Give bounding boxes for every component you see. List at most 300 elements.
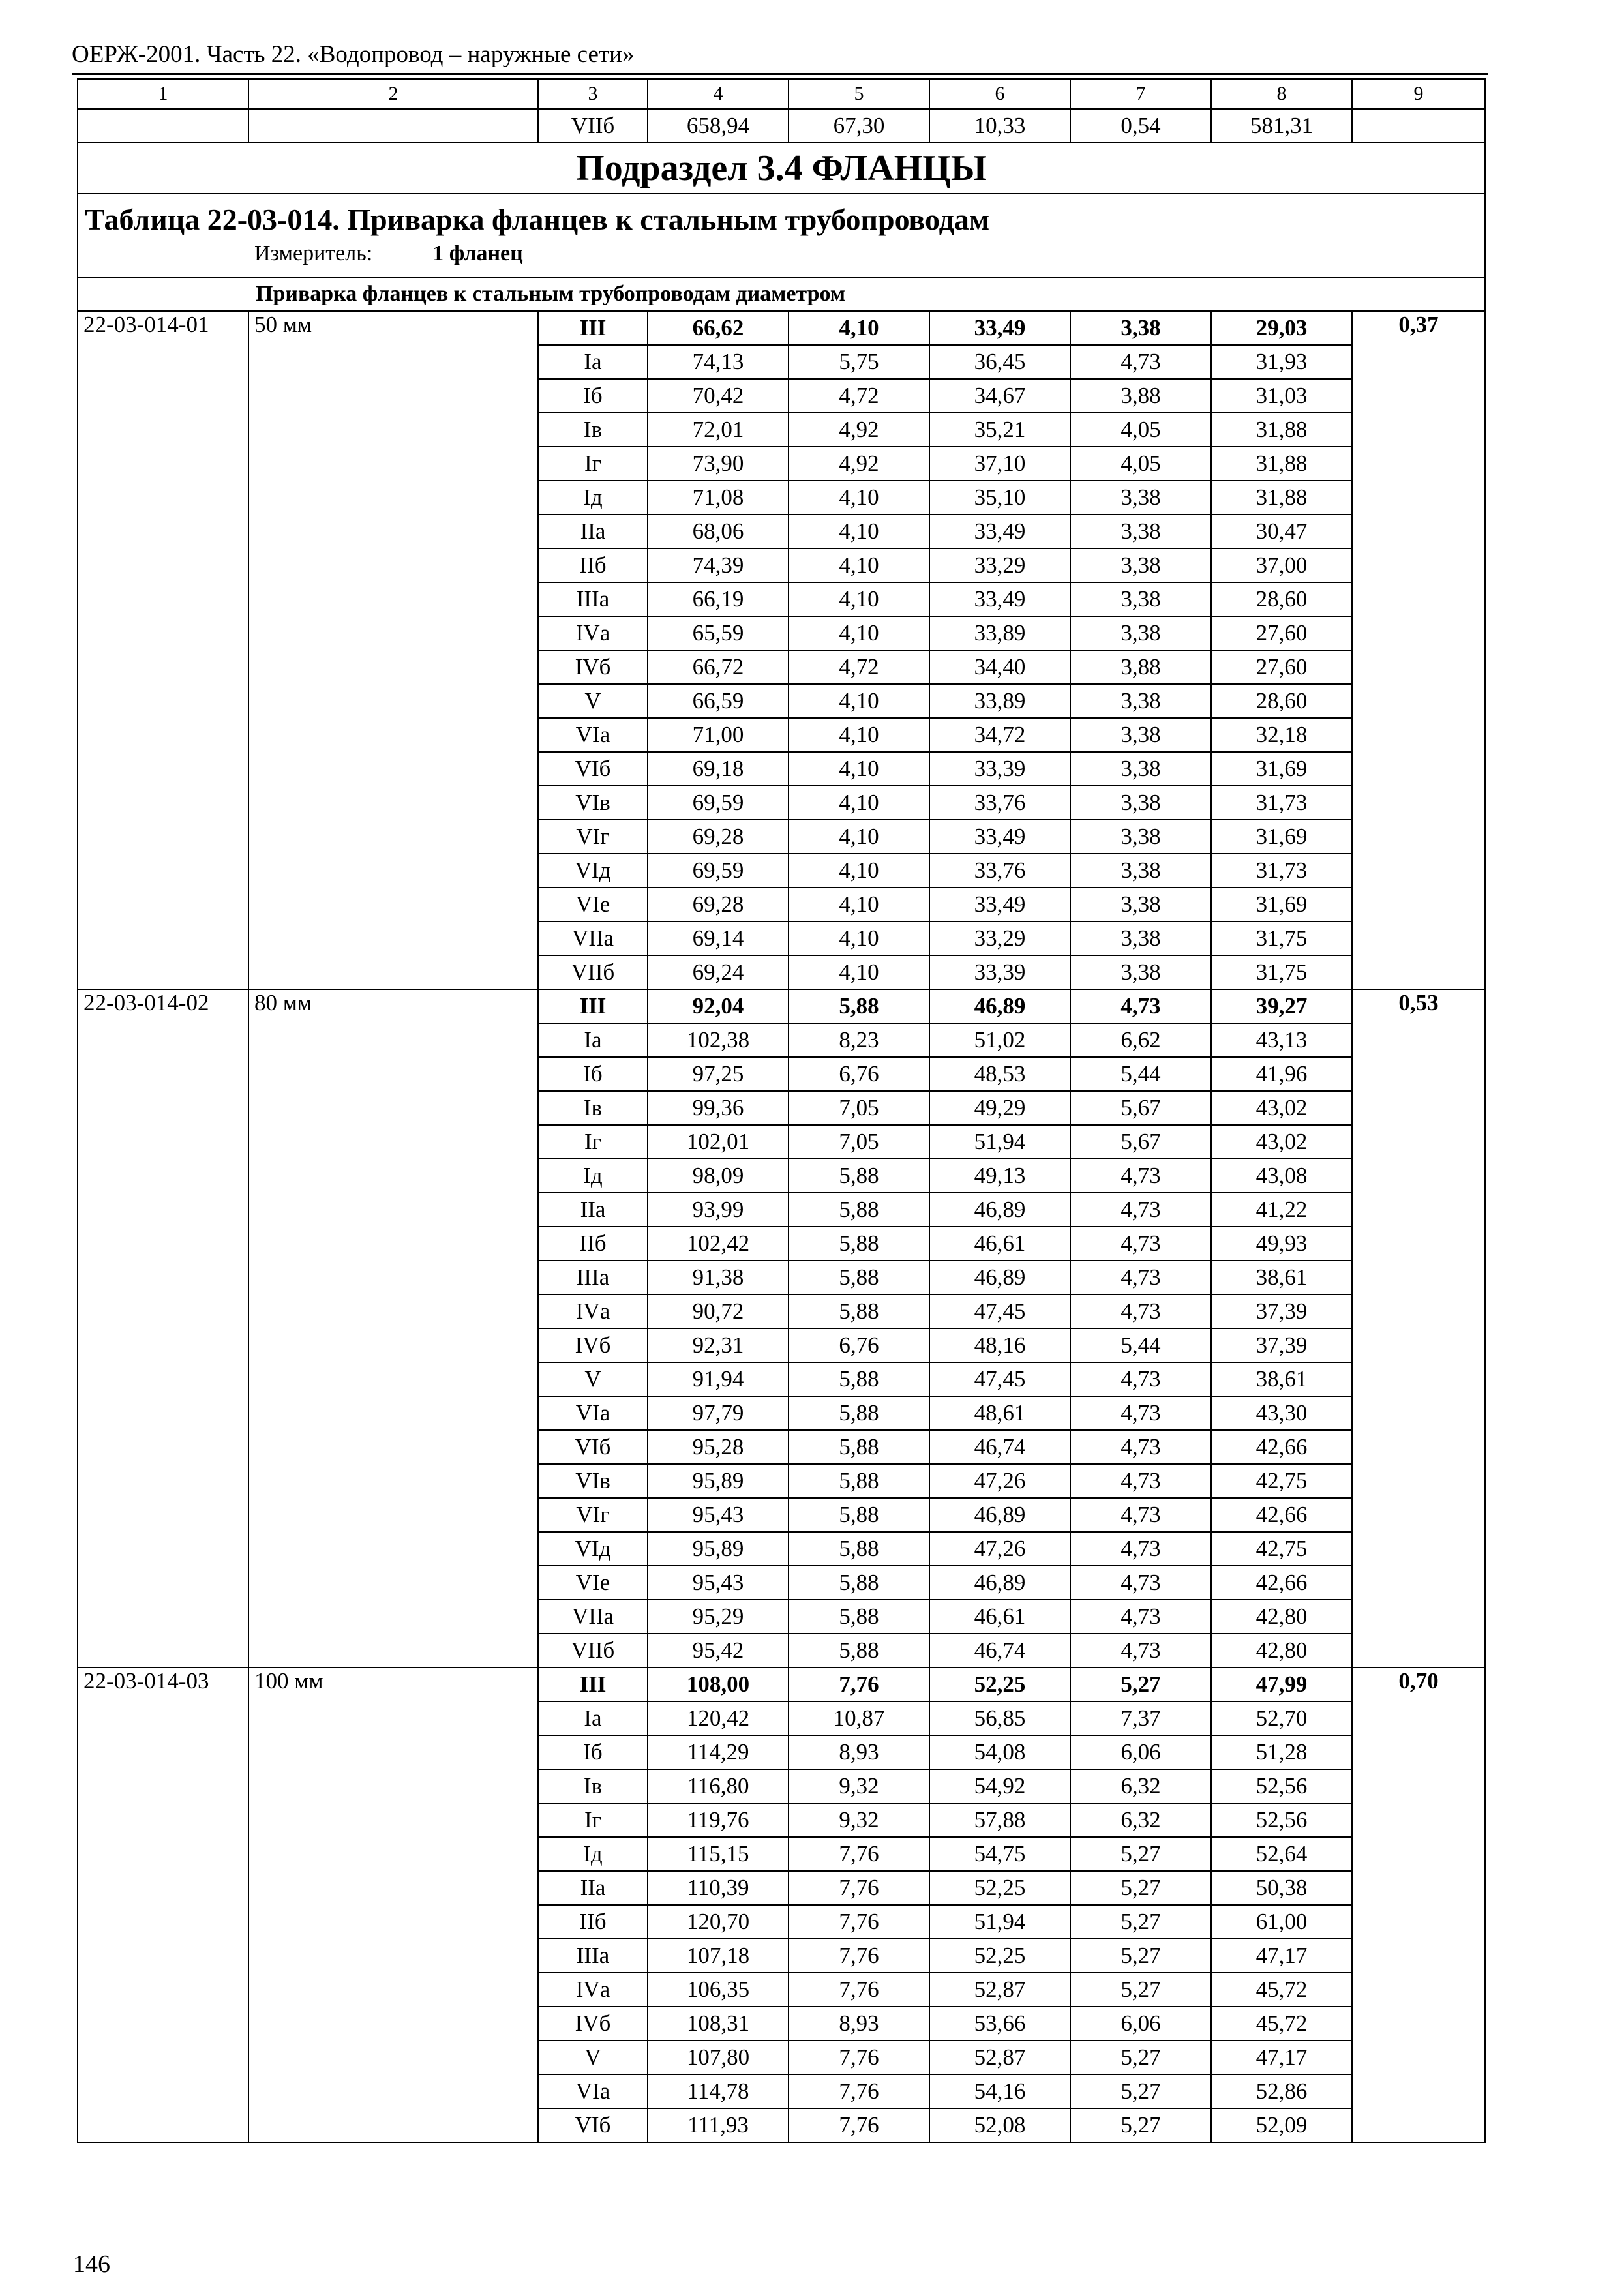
wages: 5,88 [789, 1430, 929, 1464]
machine-cost: 33,49 [929, 311, 1070, 345]
region-zone: VIе [538, 1566, 648, 1600]
wages: 4,10 [789, 616, 929, 650]
machine-cost: 52,25 [929, 1939, 1070, 1973]
total-cost: 108,00 [648, 1668, 789, 1701]
wages: 7,76 [789, 1939, 929, 1973]
rate-name: 50 мм [248, 311, 538, 989]
total-cost: 106,35 [648, 1973, 789, 2007]
total-cost: 95,43 [648, 1566, 789, 1600]
materials-cost: 31,88 [1211, 447, 1352, 481]
machinist-wages: 6,06 [1070, 2007, 1211, 2041]
wages: 9,32 [789, 1803, 929, 1837]
total-cost: 74,13 [648, 345, 789, 379]
wages: 4,92 [789, 447, 929, 481]
region-zone: IVа [538, 1294, 648, 1328]
machinist-wages: 4,73 [1070, 1193, 1211, 1227]
rates-table [77, 78, 1486, 2143]
machine-cost: 52,87 [929, 1973, 1070, 2007]
materials-cost: 52,64 [1211, 1837, 1352, 1871]
column-number: 5 [789, 79, 929, 109]
materials-cost: 31,75 [1211, 955, 1352, 989]
total-cost: 65,59 [648, 616, 789, 650]
materials-cost: 45,72 [1211, 1973, 1352, 2007]
total-cost: 71,00 [648, 718, 789, 752]
materials-cost: 41,22 [1211, 1193, 1352, 1227]
region-zone: IIIа [538, 582, 648, 616]
region-zone: VIIб [538, 1634, 648, 1668]
materials-cost: 38,61 [1211, 1362, 1352, 1396]
region-zone: IVа [538, 1973, 648, 2007]
materials-cost: 42,75 [1211, 1464, 1352, 1498]
materials-cost: 43,02 [1211, 1091, 1352, 1125]
wages: 4,10 [789, 481, 929, 515]
materials-cost: 31,69 [1211, 820, 1352, 854]
machinist-wages: 4,73 [1070, 1159, 1211, 1193]
region-zone: Iв [538, 1769, 648, 1803]
materials-cost: 43,02 [1211, 1125, 1352, 1159]
total-cost: 102,01 [648, 1125, 789, 1159]
total-cost: 66,72 [648, 650, 789, 684]
total-cost: 102,38 [648, 1023, 789, 1057]
total-cost: 108,31 [648, 2007, 789, 2041]
carry-cell: 67,30 [789, 109, 929, 143]
region-zone: Iа [538, 345, 648, 379]
total-cost: 69,59 [648, 786, 789, 820]
region-zone: IIIа [538, 1261, 648, 1294]
region-zone: III [538, 311, 648, 345]
materials-cost: 31,69 [1211, 888, 1352, 921]
wages: 7,76 [789, 2041, 929, 2074]
meter-label: Измеритель: [254, 241, 373, 265]
machine-cost: 54,08 [929, 1735, 1070, 1769]
carry-cell: 0,54 [1070, 109, 1211, 143]
machine-cost: 52,25 [929, 1668, 1070, 1701]
wages: 4,10 [789, 955, 929, 989]
rate-code: 22-03-014-03 [78, 1668, 248, 2142]
machinist-wages: 3,38 [1070, 921, 1211, 955]
machine-cost: 33,89 [929, 616, 1070, 650]
machinist-wages: 4,73 [1070, 1634, 1211, 1668]
meter-value: 1 фланец [432, 241, 523, 265]
total-cost: 93,99 [648, 1193, 789, 1227]
rate-code: 22-03-014-01 [78, 311, 248, 989]
wages: 8,93 [789, 2007, 929, 2041]
rate-name: 100 мм [248, 1668, 538, 2142]
region-zone: Iб [538, 379, 648, 413]
total-cost: 102,42 [648, 1227, 789, 1261]
materials-cost: 52,70 [1211, 1701, 1352, 1735]
meter-line [83, 238, 1479, 269]
region-zone: VIа [538, 718, 648, 752]
machine-cost: 51,94 [929, 1905, 1070, 1939]
wages: 7,76 [789, 1668, 929, 1701]
machinist-wages: 4,73 [1070, 1430, 1211, 1464]
header-rule [72, 73, 1488, 75]
total-cost: 111,93 [648, 2108, 789, 2142]
column-number: 4 [648, 79, 789, 109]
total-cost: 95,29 [648, 1600, 789, 1634]
total-cost: 107,18 [648, 1939, 789, 1973]
total-cost: 98,09 [648, 1159, 789, 1193]
materials-cost: 47,17 [1211, 2041, 1352, 2074]
total-cost: 95,89 [648, 1464, 789, 1498]
total-cost: 92,31 [648, 1328, 789, 1362]
region-zone: Iв [538, 1091, 648, 1125]
carry-cell [78, 109, 248, 143]
materials-cost: 30,47 [1211, 515, 1352, 548]
wages: 8,93 [789, 1735, 929, 1769]
machinist-wages: 3,38 [1070, 481, 1211, 515]
machinist-wages: 6,32 [1070, 1769, 1211, 1803]
machinist-wages: 3,38 [1070, 786, 1211, 820]
machinist-wages: 4,73 [1070, 1498, 1211, 1532]
materials-cost: 31,73 [1211, 854, 1352, 888]
region-zone: VIа [538, 2074, 648, 2108]
machinist-wages: 3,38 [1070, 752, 1211, 786]
wages: 5,88 [789, 1634, 929, 1668]
table-row [78, 311, 1485, 345]
region-zone: Iд [538, 481, 648, 515]
machinist-wages: 4,73 [1070, 1600, 1211, 1634]
table-body [78, 79, 1485, 2142]
machine-cost: 35,21 [929, 413, 1070, 447]
carry-over-row [78, 109, 1485, 143]
total-cost: 119,76 [648, 1803, 789, 1837]
column-number: 3 [538, 79, 648, 109]
materials-cost: 31,03 [1211, 379, 1352, 413]
machine-cost: 51,02 [929, 1023, 1070, 1057]
total-cost: 97,79 [648, 1396, 789, 1430]
materials-cost: 42,80 [1211, 1600, 1352, 1634]
total-cost: 69,59 [648, 854, 789, 888]
table-row [78, 1668, 1485, 1701]
table-row [78, 989, 1485, 1023]
machine-cost: 35,10 [929, 481, 1070, 515]
machine-cost: 33,39 [929, 955, 1070, 989]
materials-cost: 45,72 [1211, 2007, 1352, 2041]
region-zone: Iб [538, 1057, 648, 1091]
total-cost: 73,90 [648, 447, 789, 481]
machinist-wages: 4,73 [1070, 1261, 1211, 1294]
machine-cost: 33,49 [929, 515, 1070, 548]
region-zone: VIд [538, 854, 648, 888]
total-cost: 72,01 [648, 413, 789, 447]
machinist-wages: 6,62 [1070, 1023, 1211, 1057]
machine-cost: 33,29 [929, 921, 1070, 955]
machine-cost: 48,16 [929, 1328, 1070, 1362]
machine-cost: 34,72 [929, 718, 1070, 752]
wages: 4,10 [789, 718, 929, 752]
materials-cost: 47,99 [1211, 1668, 1352, 1701]
column-number: 8 [1211, 79, 1352, 109]
wages: 4,10 [789, 888, 929, 921]
wages: 5,88 [789, 1362, 929, 1396]
machine-cost: 36,45 [929, 345, 1070, 379]
total-cost: 110,39 [648, 1871, 789, 1905]
machine-cost: 48,61 [929, 1396, 1070, 1430]
wages: 9,32 [789, 1769, 929, 1803]
machine-cost: 56,85 [929, 1701, 1070, 1735]
total-cost: 114,78 [648, 2074, 789, 2108]
machinist-wages: 5,27 [1070, 1973, 1211, 2007]
column-numbers-row [78, 79, 1485, 109]
machinist-wages: 3,38 [1070, 718, 1211, 752]
materials-cost: 39,27 [1211, 989, 1352, 1023]
total-cost: 70,42 [648, 379, 789, 413]
materials-cost: 31,93 [1211, 345, 1352, 379]
region-zone: IIа [538, 515, 648, 548]
wages: 7,76 [789, 1973, 929, 2007]
wages: 5,88 [789, 1464, 929, 1498]
materials-cost: 52,56 [1211, 1803, 1352, 1837]
wages: 4,10 [789, 786, 929, 820]
carry-cell: 658,94 [648, 109, 789, 143]
machine-cost: 34,67 [929, 379, 1070, 413]
region-zone: VIIб [538, 955, 648, 989]
total-cost: 91,38 [648, 1261, 789, 1294]
machinist-wages: 4,05 [1070, 413, 1211, 447]
machine-cost: 46,74 [929, 1634, 1070, 1668]
region-zone: VIб [538, 1430, 648, 1464]
machinist-wages: 4,73 [1070, 1532, 1211, 1566]
machine-cost: 46,89 [929, 989, 1070, 1023]
subsection-row [78, 143, 1485, 194]
materials-cost: 31,73 [1211, 786, 1352, 820]
machinist-wages: 5,67 [1070, 1125, 1211, 1159]
region-zone: V [538, 2041, 648, 2074]
machinist-wages: 4,73 [1070, 1294, 1211, 1328]
machinist-wages: 3,38 [1070, 548, 1211, 582]
machinist-wages: 5,27 [1070, 2074, 1211, 2108]
wages: 5,88 [789, 1227, 929, 1261]
region-zone: VIг [538, 820, 648, 854]
labor-coefficient: 0,53 [1352, 989, 1485, 1668]
materials-cost: 31,88 [1211, 481, 1352, 515]
total-cost: 74,39 [648, 548, 789, 582]
wages: 8,23 [789, 1023, 929, 1057]
region-zone: IVб [538, 1328, 648, 1362]
machinist-wages: 5,27 [1070, 1871, 1211, 1905]
wages: 4,10 [789, 854, 929, 888]
wages: 7,76 [789, 2108, 929, 2142]
materials-cost: 50,38 [1211, 1871, 1352, 1905]
machinist-wages: 4,73 [1070, 989, 1211, 1023]
materials-cost: 42,66 [1211, 1430, 1352, 1464]
region-zone: III [538, 1668, 648, 1701]
total-cost: 71,08 [648, 481, 789, 515]
machinist-wages: 4,73 [1070, 1362, 1211, 1396]
wages: 4,10 [789, 582, 929, 616]
total-cost: 66,62 [648, 311, 789, 345]
region-zone: V [538, 1362, 648, 1396]
region-zone: Iг [538, 447, 648, 481]
region-zone: IIб [538, 1227, 648, 1261]
total-cost: 69,28 [648, 888, 789, 921]
machine-cost: 49,29 [929, 1091, 1070, 1125]
machine-cost: 52,87 [929, 2041, 1070, 2074]
region-zone: VIа [538, 1396, 648, 1430]
materials-cost: 32,18 [1211, 718, 1352, 752]
region-zone: VIIа [538, 1600, 648, 1634]
machine-cost: 33,49 [929, 582, 1070, 616]
wages: 5,88 [789, 1261, 929, 1294]
materials-cost: 42,66 [1211, 1498, 1352, 1532]
wages: 7,76 [789, 2074, 929, 2108]
machinist-wages: 3,38 [1070, 854, 1211, 888]
table-title-cell [78, 194, 1485, 277]
machinist-wages: 5,27 [1070, 1668, 1211, 1701]
wages: 4,10 [789, 684, 929, 718]
region-zone: III [538, 989, 648, 1023]
machine-cost: 34,40 [929, 650, 1070, 684]
total-cost: 95,89 [648, 1532, 789, 1566]
machinist-wages: 5,27 [1070, 1905, 1211, 1939]
materials-cost: 41,96 [1211, 1057, 1352, 1091]
materials-cost: 43,08 [1211, 1159, 1352, 1193]
region-zone: VIд [538, 1532, 648, 1566]
region-zone: Iг [538, 1803, 648, 1837]
description: Приварка фланцев к стальным трубопроводам диаметром [78, 277, 1485, 311]
region-zone: Iд [538, 1159, 648, 1193]
wages: 5,88 [789, 1566, 929, 1600]
region-zone: IIIа [538, 1939, 648, 1973]
wages: 4,92 [789, 413, 929, 447]
carry-cell: 581,31 [1211, 109, 1352, 143]
total-cost: 95,43 [648, 1498, 789, 1532]
machine-cost: 52,25 [929, 1871, 1070, 1905]
running-header: ОЕРЖ-2001. Часть 22. «Водопровод – наружные сети» [72, 41, 635, 68]
machine-cost: 33,49 [929, 820, 1070, 854]
total-cost: 92,04 [648, 989, 789, 1023]
machinist-wages: 5,27 [1070, 1837, 1211, 1871]
total-cost: 114,29 [648, 1735, 789, 1769]
total-cost: 69,18 [648, 752, 789, 786]
machine-cost: 51,94 [929, 1125, 1070, 1159]
machinist-wages: 4,73 [1070, 1396, 1211, 1430]
region-zone: IIа [538, 1871, 648, 1905]
total-cost: 107,80 [648, 2041, 789, 2074]
region-zone: V [538, 684, 648, 718]
labor-coefficient: 0,37 [1352, 311, 1485, 989]
materials-cost: 31,75 [1211, 921, 1352, 955]
region-zone: Iд [538, 1837, 648, 1871]
total-cost: 120,42 [648, 1701, 789, 1735]
machine-cost: 49,13 [929, 1159, 1070, 1193]
materials-cost: 27,60 [1211, 650, 1352, 684]
machinist-wages: 5,27 [1070, 2108, 1211, 2142]
total-cost: 116,80 [648, 1769, 789, 1803]
wages: 6,76 [789, 1328, 929, 1362]
description-row [78, 277, 1485, 311]
region-zone: Iа [538, 1701, 648, 1735]
region-zone: VIг [538, 1498, 648, 1532]
wages: 4,10 [789, 752, 929, 786]
machinist-wages: 5,27 [1070, 2041, 1211, 2074]
machinist-wages: 5,44 [1070, 1057, 1211, 1091]
region-zone: Iб [538, 1735, 648, 1769]
region-zone: VIIа [538, 921, 648, 955]
machine-cost: 54,16 [929, 2074, 1070, 2108]
region-zone: VIе [538, 888, 648, 921]
region-zone: Iа [538, 1023, 648, 1057]
materials-cost: 51,28 [1211, 1735, 1352, 1769]
machinist-wages: 3,38 [1070, 616, 1211, 650]
region-zone: IVб [538, 2007, 648, 2041]
table-title: Таблица 22-03-014. Приварка фланцев к стальным трубопроводам [85, 203, 990, 236]
wages: 4,10 [789, 548, 929, 582]
wages: 7,05 [789, 1125, 929, 1159]
total-cost: 66,19 [648, 582, 789, 616]
machinist-wages: 4,73 [1070, 345, 1211, 379]
rate-code: 22-03-014-02 [78, 989, 248, 1668]
materials-cost: 61,00 [1211, 1905, 1352, 1939]
machine-cost: 54,75 [929, 1837, 1070, 1871]
materials-cost: 42,80 [1211, 1634, 1352, 1668]
materials-cost: 31,69 [1211, 752, 1352, 786]
wages: 5,88 [789, 1498, 929, 1532]
table-title-row [78, 194, 1485, 277]
wages: 6,76 [789, 1057, 929, 1091]
materials-cost: 29,03 [1211, 311, 1352, 345]
materials-cost: 43,30 [1211, 1396, 1352, 1430]
machinist-wages: 4,73 [1070, 1566, 1211, 1600]
machinist-wages: 3,38 [1070, 311, 1211, 345]
machine-cost: 46,89 [929, 1261, 1070, 1294]
column-number: 2 [248, 79, 538, 109]
region-zone: VIв [538, 1464, 648, 1498]
total-cost: 68,06 [648, 515, 789, 548]
total-cost: 95,42 [648, 1634, 789, 1668]
wages: 4,10 [789, 515, 929, 548]
total-cost: 95,28 [648, 1430, 789, 1464]
machine-cost: 33,89 [929, 684, 1070, 718]
wages: 5,88 [789, 1294, 929, 1328]
total-cost: 120,70 [648, 1905, 789, 1939]
machinist-wages: 3,38 [1070, 820, 1211, 854]
machine-cost: 47,45 [929, 1294, 1070, 1328]
machine-cost: 46,89 [929, 1566, 1070, 1600]
carry-cell: 10,33 [929, 109, 1070, 143]
total-cost: 99,36 [648, 1091, 789, 1125]
machine-cost: 52,08 [929, 2108, 1070, 2142]
machine-cost: 46,61 [929, 1600, 1070, 1634]
machinist-wages: 4,05 [1070, 447, 1211, 481]
region-zone: IVа [538, 616, 648, 650]
wages: 4,10 [789, 820, 929, 854]
machine-cost: 48,53 [929, 1057, 1070, 1091]
wages: 4,10 [789, 921, 929, 955]
wages: 7,76 [789, 1837, 929, 1871]
region-zone: VIб [538, 752, 648, 786]
materials-cost: 52,09 [1211, 2108, 1352, 2142]
carry-cell: VIIб [538, 109, 648, 143]
machinist-wages: 3,88 [1070, 379, 1211, 413]
machine-cost: 46,74 [929, 1430, 1070, 1464]
wages: 4,10 [789, 311, 929, 345]
machinist-wages: 6,32 [1070, 1803, 1211, 1837]
region-zone: IVб [538, 650, 648, 684]
total-cost: 69,24 [648, 955, 789, 989]
carry-cell [1352, 109, 1485, 143]
machine-cost: 53,66 [929, 2007, 1070, 2041]
materials-cost: 49,93 [1211, 1227, 1352, 1261]
region-zone: VIв [538, 786, 648, 820]
machinist-wages: 4,73 [1070, 1227, 1211, 1261]
region-zone: IIб [538, 548, 648, 582]
machine-cost: 33,76 [929, 854, 1070, 888]
wages: 5,88 [789, 1193, 929, 1227]
materials-cost: 42,75 [1211, 1532, 1352, 1566]
